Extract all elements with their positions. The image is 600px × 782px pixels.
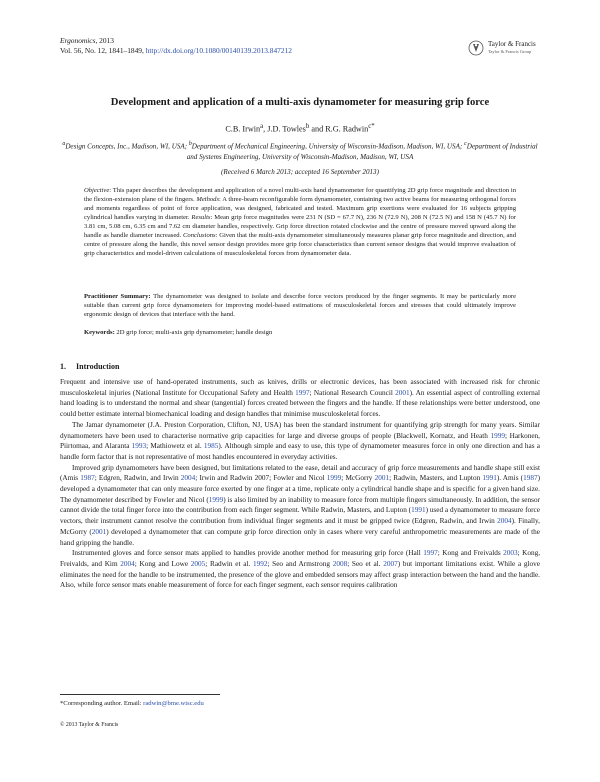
citation-link[interactable]: 2001 <box>395 388 410 397</box>
text-run: ) but important limitations exist. While a glove eliminates the need for the handle to be instrumented, the presence of the glove and embedded sensors may affect grasp interaction between the hand and the handle. Also, while force sensor mats enable measurement of force for each finger segment, each sensor requires calibration <box>60 559 541 590</box>
citation-link[interactable]: 2007 <box>383 559 398 568</box>
text-run: ; Kong and Lowe <box>134 559 191 568</box>
text-run: ; Kong and Freivalds <box>437 549 504 558</box>
keywords-text: 2D grip force; multi-axis grip dynamometer; handle design <box>114 329 273 336</box>
text-run: ; Harkonen, Piirtomaa, and Alaranta <box>60 431 540 451</box>
text-run: Instrumented gloves and force sensor mats applied to handles provide another method for measuring grip force (Hall <box>72 549 424 558</box>
citation-link[interactable]: 1997 <box>423 549 438 558</box>
publisher-tagline: Taylor & Francis Group <box>488 49 532 54</box>
text-run: ) developed a dynamometer that can only measure force exerted by one finger at a time, replicate only a cylindrical handle shape and is specific for a given hand size. The dynamometer described by Fowler and Nicol ( <box>60 474 541 504</box>
citation-link[interactable]: 1985 <box>203 442 219 451</box>
keywords <box>84 329 516 336</box>
text-run: The Jamar dynamometer (J.A. Preston Corporation, Clifton, NJ, USA) has been the standard instrument for quantifying grip strength for many years. Similar dynamometers have been used to characterise normative grip capacities for large and diverse groups of people (Blackwell, Kornatz, and Heath <box>60 420 540 440</box>
text-run: ) used a dynamometer to measure force vectors, their instrument cannot resolve the contribution from individual finger segments and it must be gripped twice (Edgren, Radwin, and Irwin <box>60 506 540 526</box>
citation-link[interactable]: 1993 <box>131 442 147 451</box>
citation-link[interactable]: 2004 <box>180 474 196 483</box>
abstract-text: : This paper describes the development and application of a novel multi-axis hand dynamometer for quantifying 2D grip force magnitude and direction in the flexion-extension plane of the fingers. <box>84 187 516 204</box>
affil-sup: a <box>62 141 66 147</box>
author-affil-sup: c <box>368 123 372 130</box>
text-run: ; Radwin, Masters, and Lupton <box>389 474 483 483</box>
abstract-text: : A three-beam reconfigurable form dynamometer, containing two active beams for measuring orthogonal forces and moments regardless of point of force application, was designed, fabricated and tested. Maximum grip exertions were evaluated for 16 subjects gripping cylindrical handles varying in diameter. <box>84 196 517 222</box>
citation-link[interactable]: 1987 <box>523 474 538 483</box>
text-run: ). Amis ( <box>496 474 524 483</box>
volume-line: Vol. 56, No. 12, 1841–1849, <box>60 45 146 55</box>
citation-link[interactable]: 1999 <box>490 431 506 440</box>
affil-sup: c <box>464 141 467 147</box>
author-name: , J.D. Towles <box>263 124 306 134</box>
text-run: ; Radwin et al. <box>205 559 253 568</box>
summary-text: The dynamometer was designed to isolate and describe force vectors produced by the finger segments. It may be particularly more suitable than current grip force dynamometers for improving model-based estimations of musculoskeletal forces and stresses that could ultimately improve ergonomic design of devices that interface with the hand. <box>84 293 516 319</box>
section-number: 1. <box>60 362 66 371</box>
citation-link[interactable]: 2001 <box>374 474 390 483</box>
text-run: ). Although simple and easy to use, this type of dynamometer measures force in only one direction and has a handle form factor that is not representative of most handles encountered in everyday activities. <box>60 442 541 461</box>
journal-header <box>60 36 292 55</box>
citation-link[interactable]: 1997 <box>295 388 310 397</box>
footnote-divider <box>60 694 220 695</box>
abstract-text: : Mean grip force magnitudes were 231 N (SD = 67.7 N), 236 N (72.9 N), 208 N (72.5 N) and 158 N (45.7 N) for 3.81 cm, 5.08 cm, 6.35 cm and 7.62 cm diameter handles, respectively. Grip force direction rotated clockwise and the centre of pressure moved upward along the handle as handle diameter increased. <box>84 214 517 240</box>
author-name: and R.G. Radwin <box>309 124 369 134</box>
citation-link[interactable]: 1991 <box>482 474 497 483</box>
text-run: Frequent and intensive use of hand-operated instruments, such as knives, drills or electronic devices, has been associated with increased risk for chronic musculoskeletal injuries (National Institute for Occupational Safety and Health <box>60 378 540 397</box>
section-heading <box>60 362 119 371</box>
text-run: ; Edgren, Radwin, and Irwin <box>94 474 181 483</box>
paragraph <box>60 463 540 549</box>
footnote-label: *Corresponding author. Email: <box>60 700 144 707</box>
text-run: Improved grip dynamometers have been designed, but limitations related to the ease, detail and accuracy of grip force measurements and handle shape still exist (Amis <box>60 463 540 483</box>
copyright: © 2013 Taylor & Francis <box>60 722 119 728</box>
body-text <box>60 377 540 591</box>
author-affil-sup: b <box>305 123 310 130</box>
abstract-label: Methods <box>196 196 220 204</box>
abstract <box>84 186 516 258</box>
footnote <box>60 700 204 707</box>
citation-link[interactable]: 2004 <box>497 517 512 526</box>
doi-link[interactable]: http://dx.doi.org/10.1080/00140139.2013.847212 <box>145 45 292 55</box>
affil-sup: b <box>188 141 192 147</box>
affiliation-c: Department of Industrial and Systems Engineering, University of Wisconsin-Madison, Madison, WI, USA <box>186 142 538 161</box>
email-link[interactable]: radwin@bme.wisc.edu <box>143 700 204 707</box>
citation-link[interactable]: 2003 <box>503 549 518 558</box>
publisher-logo-icon <box>468 40 484 56</box>
author-affil-sup: a <box>260 123 264 130</box>
summary-label: Practitioner Summary: <box>84 293 151 300</box>
abstract-label: Conclusions <box>183 232 216 240</box>
citation-link[interactable]: 2005 <box>190 559 206 568</box>
text-run: ; Seo et al. <box>347 559 384 568</box>
text-run: ; Irwin and Radwin 2007; Fowler and Nicol <box>195 474 327 483</box>
section-title: Introduction <box>76 362 120 371</box>
paper-title: Development and application of a multi-axis dynamometer for measuring grip force <box>110 97 490 108</box>
text-run: ) is also limited by an inability to measure force from multiple fingers simultaneously. In addition, the sensor cannot divide the total finger force into the contribution from each finger segment. While Radwin, Masters, and Lupton ( <box>60 495 540 515</box>
citation-link[interactable]: 2004 <box>120 559 135 568</box>
citation-link[interactable]: 1999 <box>208 495 224 504</box>
citation-link[interactable]: 1987 <box>80 474 95 483</box>
publisher-logo <box>468 40 536 56</box>
text-run: ; Mathiowetz et al. <box>146 442 204 451</box>
author-list <box>60 123 540 134</box>
citation-link[interactable]: 1991 <box>411 506 426 515</box>
affiliations <box>60 139 540 162</box>
abstract-text: : Given that the multi-axis dynamometer simultaneously measures planar grip force magnitude and direction, and centre of pressure along the handle, this novel sensor design provides more grip force characteristics than current sensor designs that would improve evaluation of grip characteristics and model-driven calculations of musculoskeletal forces from dynamometer data. <box>84 232 517 258</box>
citation-link[interactable]: 2001 <box>91 527 107 536</box>
citation-link[interactable]: 1999 <box>326 474 342 483</box>
text-run: ) developed a dynamometer that can compute grip force direction only in cases where very careful anthropometric measurements are made of the hand gripping the handle. <box>60 527 540 547</box>
text-run: ; National Research Council <box>309 388 396 397</box>
paragraph <box>60 420 540 463</box>
text-run: ). Finally, McGorry ( <box>60 517 540 536</box>
abstract-label: Objective <box>84 187 110 194</box>
text-run: ; Seo and Armstrong <box>267 559 333 568</box>
journal-name: Ergonomics <box>60 36 96 45</box>
journal-year: , 2013 <box>95 36 114 45</box>
received-dates: (Received 6 March 2013; accepted 16 September 2013) <box>221 168 379 176</box>
paragraph <box>60 377 540 420</box>
abstract-label: Results <box>191 214 211 222</box>
publisher-name: Taylor & Francis <box>488 40 536 48</box>
corresponding-star: * <box>371 123 375 130</box>
paragraph <box>60 548 540 591</box>
citation-link[interactable]: 1992 <box>252 559 268 568</box>
practitioner-summary <box>84 292 516 319</box>
text-run: ). An essential aspect of controlling external hand loading is to understand the normal and shear (tangential) forces created between the fingers and the handle. If these relationships were better understood, one could better estimate internal biomechanical loading and design handles that minimise musculoskeletal forces. <box>60 388 540 419</box>
affiliation-a: Design Concepts, Inc., Madison, WI, USA; <box>65 142 189 151</box>
citation-link[interactable]: 2008 <box>332 559 348 568</box>
keywords-label: Keywords: <box>84 329 115 336</box>
text-run: ; McGorry <box>341 474 375 483</box>
affiliation-b: Department of Mechanical Engineering, University of Wisconsin-Madison, Madison, WI, USA; <box>191 142 465 151</box>
author-name: C.B. Irwin <box>225 124 261 134</box>
text-run: ; Kong, Freivalds, and Kim <box>60 549 541 568</box>
